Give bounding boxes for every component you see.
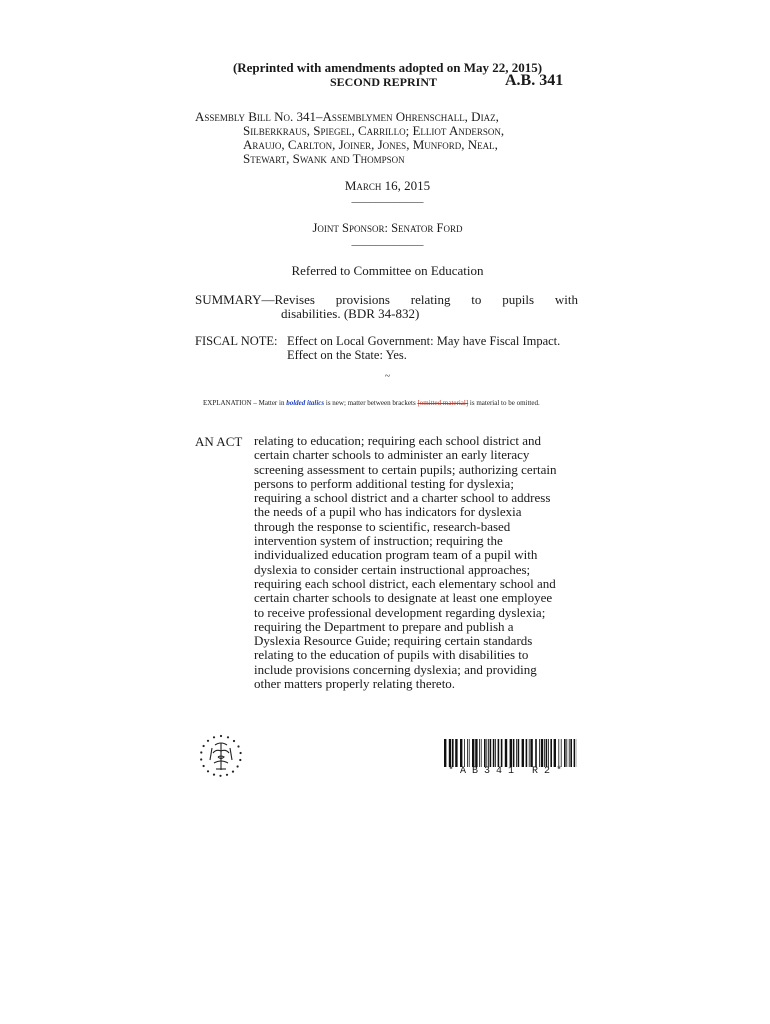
act-line: relating to the education of pupils with disabilities to — [254, 647, 529, 663]
act-line: certain charter schools to designate at least one employee — [254, 590, 553, 606]
explanation-middle: is new; matter between brackets — [325, 399, 416, 407]
fiscal-note-label: FISCAL NOTE: — [195, 334, 278, 348]
summary-line-2: disabilities. (BDR 34-832) — [281, 306, 420, 321]
barcode-icon — [444, 739, 577, 767]
act-line: intervention system of instruction; requiring the — [254, 533, 503, 549]
act-line: other matters properly relating thereto. — [254, 676, 456, 692]
explanation-note — [203, 399, 540, 408]
summary-line-1 — [195, 292, 578, 307]
explanation-new-text: bolded italics — [286, 399, 325, 407]
joint-sponsor: Joint Sponsor: Senator Ford — [312, 221, 463, 235]
explanation-omitted-text: [omitted material] — [417, 399, 469, 407]
summary-word: to — [471, 292, 482, 307]
act-line: the needs of a pupil who has indicators for dyslexia — [254, 504, 522, 520]
act-line: through the response to scientific, research-based — [254, 518, 511, 534]
act-line: individualized education program team of a pupil with — [254, 547, 538, 563]
committee-referral: Referred to Committee on Education — [291, 263, 484, 278]
sponsors-line-1: Assembly Bill No. 341–Assemblymen Ohrenschall, Diaz, — [195, 109, 499, 124]
act-line: to receive professional development regarding dyslexia; — [254, 604, 546, 620]
summary-word: pupils — [502, 292, 535, 307]
act-line: dyslexia to consider certain instructional approaches; — [254, 561, 531, 577]
act-label: AN ACT — [195, 434, 243, 449]
act-line: requiring a school district and a charter school to address — [254, 490, 551, 506]
separator-1: ____________ — [351, 190, 424, 204]
summary-word: relating — [410, 292, 451, 307]
sponsors-line-2: Silberkraus, Spiegel, Carrillo; Elliot Anderson, — [243, 123, 505, 138]
act-line: Dyslexia Resource Guide; requiring certain standards — [254, 633, 533, 649]
explanation-suffix: is material to be omitted. — [469, 399, 540, 407]
tilde-separator: ~ — [384, 371, 391, 382]
act-line: include provisions concerning dyslexia; and providing — [254, 661, 537, 677]
explanation-prefix: EXPLANATION – Matter in — [203, 399, 285, 407]
summary-label: SUMMARY— — [195, 292, 275, 307]
reprint-label: SECOND REPRINT — [330, 75, 438, 89]
fiscal-note-state: Effect on the State: Yes. — [287, 348, 407, 362]
reprint-note: (Reprinted with amendments adopted on May 22, 2015) — [232, 60, 543, 75]
introduction-date: March 16, 2015 — [344, 178, 431, 193]
act-line: certain charter schools to administer an early literacy — [254, 447, 530, 463]
fiscal-note-local: Effect on Local Government: May have Fiscal Impact. — [287, 334, 561, 348]
nevada-legislature-seal-icon — [198, 733, 244, 779]
sponsors-line-3: Araujo, Carlton, Joiner, Jones, Munford, Neal, — [243, 137, 498, 152]
barcode-text: * A B 3 4 1 R 2 * — [448, 766, 563, 777]
summary-word: with — [554, 292, 578, 307]
act-line: persons to perform additional testing for dyslexia; — [254, 475, 514, 491]
act-line: requiring the Department to prepare and publish a — [254, 618, 514, 634]
summary-text-line-1 — [274, 292, 578, 307]
summary-word: provisions — [335, 292, 390, 307]
sponsors-line-4: Stewart, Swank and Thompson — [243, 151, 405, 166]
act-line: relating to education; requiring each school district and — [254, 433, 541, 448]
bill-number: A.B. 341 — [505, 72, 564, 89]
summary-word: Revises — [274, 292, 315, 307]
separator-2: ____________ — [351, 233, 424, 247]
act-body — [254, 434, 577, 691]
act-line: requiring each school district, each elementary school and — [254, 575, 556, 591]
act-line: screening assessment to certain pupils; authorizing certain — [254, 461, 557, 477]
